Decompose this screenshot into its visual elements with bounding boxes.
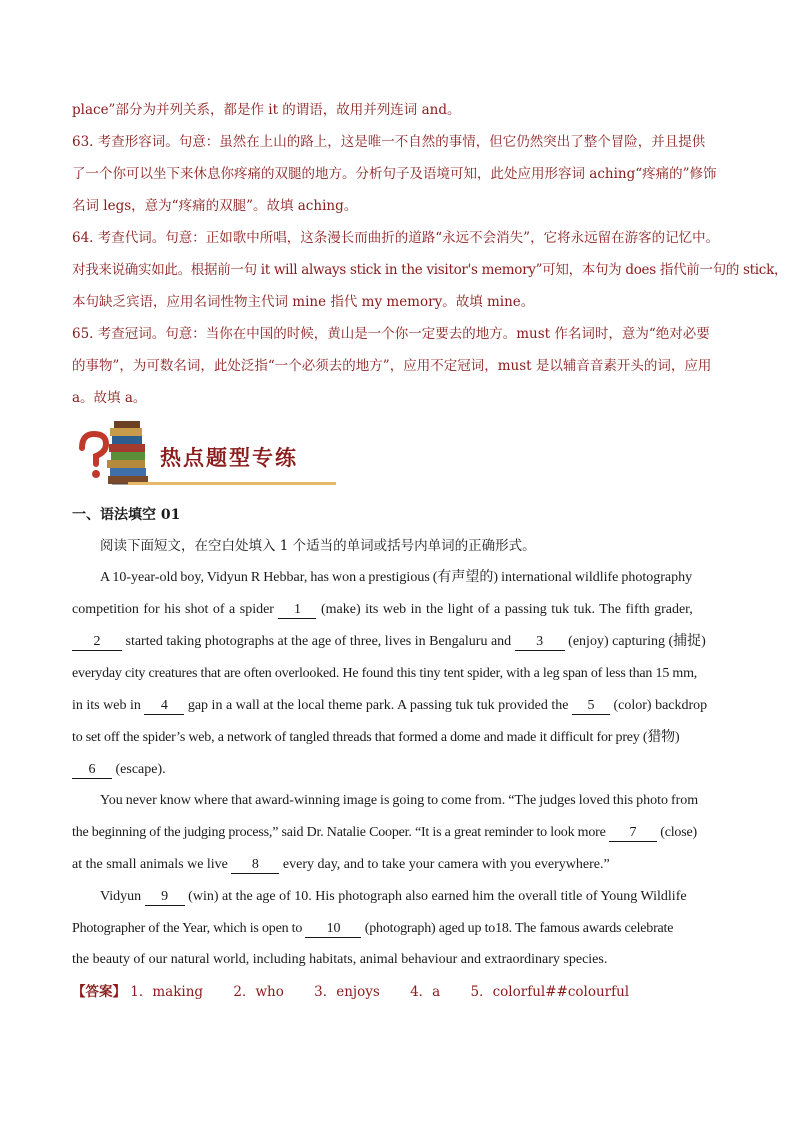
explanation-line: 的事物”，为可数名词，此处泛指“一个必须去的地方”，应用不定冠词，must 是以辅音音素开头的词，应用 <box>72 358 712 374</box>
passage-text: (photograph) aged up to18. The famous awards celebrate <box>361 921 674 936</box>
passage-line <box>72 823 724 843</box>
passage-text: (color) backdrop <box>609 698 708 713</box>
section-title: 一、语法填空 01 <box>72 507 181 523</box>
blank-2: 2 <box>72 634 122 651</box>
blank-5: 5 <box>572 698 610 715</box>
passage-text: at the small animals we live <box>72 857 232 872</box>
passage-text: (close) <box>656 825 697 840</box>
answer-item: 3．enjoys <box>314 984 380 1000</box>
passage-line: A 10-year-old boy, Vidyun R Hebbar, has won a prestigious (有声望的) international wildlife photography <box>100 570 693 585</box>
passage-text: Photographer of the Year, which is open to <box>72 921 306 936</box>
passage-line <box>72 760 724 780</box>
explanation-line: 了一个你可以坐下来休息你疼痛的双腿的地方。分析句子及语境可知，此处应用形容词 aching“疼痛的”修饰 <box>72 166 717 182</box>
passage-line: everyday city creatures that are often overlooked. He found this tiny tent spider, with a leg span of less than 15 mm, <box>72 666 698 681</box>
passage-text: (enjoy) capturing (捕捉) <box>564 634 706 649</box>
heading-underline <box>128 482 336 485</box>
answer-item: 2．who <box>233 984 284 1000</box>
instruction-text: 阅读下面短文，在空白处填入 1 个适当的单词或括号内单词的正确形式。 <box>100 538 536 554</box>
blank-10: 10 <box>305 921 361 938</box>
passage-text: started taking photographs at the age of three, lives in Bengaluru and <box>122 634 515 649</box>
explanation-line: place”部分为并列关系，都是作 it 的谓语，故用并列连词 and。 <box>72 102 461 118</box>
explanation-line: 本句缺乏宾语，应用名词性物主代词 mine 指代 my memory。故填 mine。 <box>72 294 535 310</box>
blank-6: 6 <box>72 762 112 779</box>
passage-text: every day, and to take your camera with you everywhere.” <box>279 857 610 872</box>
passage-text: (win) at the age of 10. His photograph also earned him the overall title of Young Wildlife <box>184 889 687 904</box>
passage-line <box>72 600 724 620</box>
answer-label: 【答案】 <box>72 984 126 1000</box>
passage-line <box>72 919 724 939</box>
explanation-line: 对我来说确实如此。根据前一句 it will always stick in the visitor's memory”可知，本句为 does 指代前一句的 stick， <box>72 262 788 278</box>
section-heading-title: 热点题型专练 <box>160 445 298 470</box>
passage-line <box>72 696 724 716</box>
passage-line: to set off the spider’s web, a network of tangled threads that formed a dome and made it difficult for prey (猎物) <box>72 730 680 745</box>
passage-text: Vidyun <box>100 889 145 904</box>
blank-1: 1 <box>278 602 316 619</box>
passage-text: competition for his shot of a spider <box>72 602 279 617</box>
explanation-line: a。故填 a。 <box>72 390 147 406</box>
blank-7: 7 <box>609 825 657 842</box>
passage-line <box>100 887 724 907</box>
answer-key <box>72 980 655 1000</box>
section-heading-banner <box>72 418 336 490</box>
explanation-line: 65. 考查冠词。句意：当你在中国的时候，黄山是一个你一定要去的地方。must 作名词时，意为“绝对必要 <box>72 326 710 342</box>
passage-text: (escape). <box>112 762 166 777</box>
answer-item: 1．making <box>130 984 204 1000</box>
explanation-line: 63. 考查形容词。句意：虽然在上山的路上，这是唯一不自然的事情，但它仍然突出了整个冒险，并且提供 <box>72 134 706 150</box>
passage-line: the beauty of our natural world, including habitats, animal behaviour and extraordinary species. <box>72 952 608 967</box>
passage-text: in its web in <box>72 698 145 713</box>
blank-9: 9 <box>145 889 185 906</box>
explanation-line: 名词 legs，意为“疼痛的双腿”。故填 aching。 <box>72 198 358 214</box>
passage-text: gap in a wall at the local theme park. A passing tuk tuk provided the <box>184 698 572 713</box>
passage-text: (make) its web in the light of a passing tuk tuk. The fifth grader, <box>316 602 693 617</box>
passage-line: You never know where that award-winning image is going to come from. “The judges loved this photo from <box>100 793 699 808</box>
passage-text: the beginning of the judging process,” said Dr. Natalie Cooper. “It is a great reminder to look more <box>72 825 609 840</box>
blank-4: 4 <box>144 698 184 715</box>
blank-3: 3 <box>515 634 565 651</box>
passage-line <box>72 632 724 652</box>
books-question-icon <box>72 418 152 490</box>
answer-item: 5．colorful##colourful <box>470 984 630 1000</box>
blank-8: 8 <box>231 857 279 874</box>
answer-item: 4．a <box>410 984 441 1000</box>
passage-line <box>72 855 724 875</box>
explanation-line: 64. 考查代词。句意：正如歌中所唱，这条漫长而曲折的道路“永远不会消失”，它将永远留在游客的记忆中。 <box>72 230 720 246</box>
